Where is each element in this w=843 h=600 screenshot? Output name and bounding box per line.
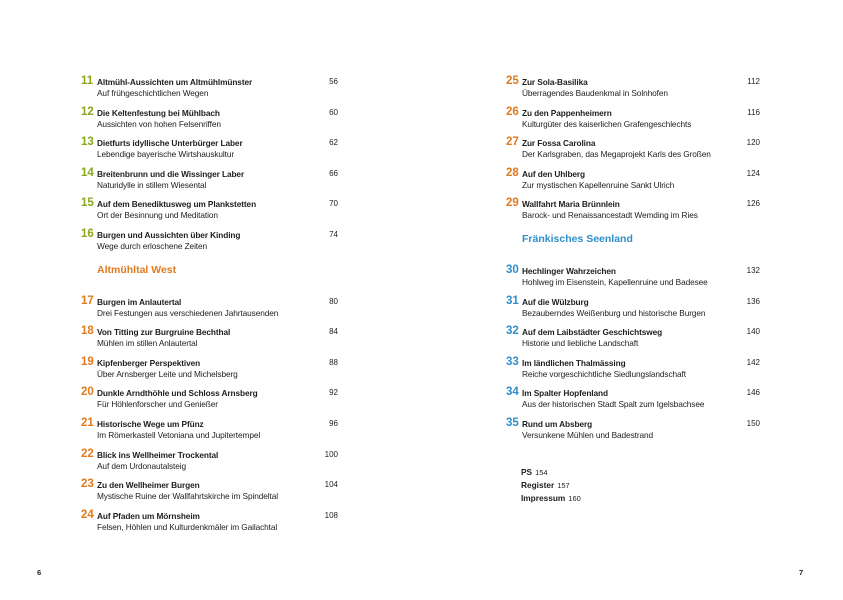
entry-title: Hechlinger Wahrzeichen (522, 265, 616, 276)
entry-title: Breitenbrunn und die Wissinger Laber (97, 168, 245, 179)
entry-page: 108 (324, 510, 338, 520)
toc-entry-35[interactable] (506, 414, 766, 445)
toc-entry-28[interactable] (506, 164, 766, 195)
extras-item-impressum[interactable] (521, 492, 581, 505)
entry-subtitle: Kulturgüter des kaiserlichen Grafengeschlechts (522, 118, 692, 129)
entry-title: Dunkle Arndthöhle und Schloss Arnsberg (97, 388, 258, 399)
entry-page: 74 (329, 229, 338, 239)
toc-entry-25[interactable] (506, 72, 766, 103)
entry-title: Rund um Absberg (522, 418, 593, 429)
entry-number: 23 (81, 478, 94, 491)
toc-entry-32[interactable] (506, 322, 766, 353)
entry-subtitle: Für Höhlenforscher und Genießer (97, 399, 218, 410)
entry-title: Zur Fossa Carolina (522, 138, 596, 149)
entry-title: Im Spalter Hopfenland (522, 388, 608, 399)
entry-subtitle: Felsen, Höhlen und Kulturdenkmäler im Gailachtal (97, 521, 278, 532)
toc-entry-27[interactable] (506, 133, 766, 164)
toc-entry-21[interactable] (81, 414, 341, 445)
entry-number: 18 (81, 325, 94, 338)
entry-subtitle: Der Karlsgraben, das Megaprojekt Karls des Großen (522, 149, 711, 160)
extras-label: Impressum (521, 493, 566, 503)
toc-entry-18[interactable] (81, 322, 341, 353)
entry-number: 14 (81, 166, 94, 179)
toc-entry-33[interactable] (506, 353, 766, 384)
entry-title: Kipfenberger Perspektiven (97, 357, 201, 368)
entry-page: 124 (746, 168, 760, 178)
entry-title: Zur Sola-Basilika (522, 77, 588, 87)
entry-page: 66 (329, 168, 338, 178)
entry-subtitle: Zur mystischen Kapellenruine Sankt Ulrich (522, 179, 675, 190)
toc-entry-15[interactable] (81, 194, 341, 225)
entry-subtitle: Mühlen im stillen Anlautertal (97, 338, 198, 349)
entry-page: 112 (747, 77, 760, 86)
entry-number: 33 (506, 355, 519, 368)
entry-subtitle: Hohlweg im Eisenstein, Kapellenruine und Badesee (522, 276, 708, 287)
entry-title: Blick ins Wellheimer Trockental (97, 449, 219, 460)
entry-title: Im ländlichen Thalmässing (522, 357, 626, 368)
entry-title: Zu den Wellheimer Burgen (97, 480, 200, 491)
toc-group-altmuehltal-west (81, 256, 341, 537)
entry-number: 15 (81, 197, 94, 210)
entry-page: 116 (747, 107, 760, 117)
entry-title: Wallfahrt Maria Brünnlein (522, 199, 620, 210)
entry-subtitle: Überragendes Baudenkmal in Solnhofen (522, 88, 668, 98)
entry-subtitle: Aussichten von hohen Felsenriffen (97, 118, 221, 129)
toc-entry-23[interactable] (81, 475, 341, 506)
toc-entry-22[interactable] (81, 445, 341, 476)
entry-subtitle: Wege durch erloschene Zeiten (97, 240, 208, 251)
entry-subtitle: Im Römerkastell Vetoniana und Jupitertempel (97, 429, 261, 440)
entry-title: Auf die Wülzburg (522, 296, 589, 307)
entry-title: Von Titting zur Burgruine Bechthal (97, 327, 231, 338)
entry-subtitle: Ort der Besinnung und Meditation (97, 210, 218, 221)
entry-page: 100 (324, 449, 338, 459)
entry-number: 27 (506, 136, 519, 149)
toc-group-altmuehltal-ost (81, 72, 341, 256)
toc-entry-16[interactable] (81, 225, 341, 256)
entry-title: Burgen und Aussichten über Kinding (97, 229, 241, 240)
entry-number: 34 (506, 386, 519, 399)
entry-page: 88 (329, 357, 338, 367)
entry-subtitle: Auf dem Urdonautalsteig (97, 460, 187, 471)
extras-page: 160 (568, 494, 581, 503)
toc-group-fraenkisches-seenland (506, 225, 766, 445)
extras-item-ps[interactable] (521, 466, 581, 479)
page-number-left: 6 (37, 568, 42, 577)
entry-number: 24 (81, 508, 94, 521)
entry-page: 70 (329, 199, 338, 209)
entry-number: 19 (81, 355, 94, 368)
toc-entry-24[interactable] (81, 506, 341, 537)
entry-page: 84 (329, 327, 338, 337)
entry-page: 150 (746, 418, 760, 428)
toc-left-column (81, 72, 341, 536)
entry-page: 142 (746, 357, 760, 367)
toc-entry-11[interactable] (81, 72, 341, 103)
entry-subtitle: Mystische Ruine der Wallfahrtskirche im Spindeltal (97, 491, 278, 502)
entry-page: 146 (746, 388, 760, 398)
entry-subtitle: Versunkene Mühlen und Badestrand (522, 429, 654, 440)
entry-title: Altmühl-Aussichten um Altmühlmünster (97, 77, 253, 87)
entry-page: 92 (329, 388, 338, 398)
entry-page: 140 (746, 327, 760, 337)
toc-entry-12[interactable] (81, 103, 341, 134)
toc-extras (521, 466, 581, 505)
entry-title: Die Keltenfestung bei Mühlbach (97, 107, 220, 118)
entry-number: 31 (506, 294, 519, 307)
entry-subtitle: Barock- und Renaissancestadt Wemding im Ries (522, 210, 698, 221)
entry-subtitle: Bezauberndes Weißenburg und historische Burgen (522, 307, 706, 318)
toc-entry-30[interactable] (506, 261, 766, 292)
toc-right-column (506, 72, 766, 445)
toc-entry-17[interactable] (81, 292, 341, 323)
extras-label: PS (521, 467, 533, 477)
entry-title: Zu den Pappenheimern (522, 107, 612, 118)
entry-number: 26 (506, 105, 519, 118)
entry-subtitle: Lebendige bayerische Wirtshauskultur (97, 149, 235, 160)
entry-number: 21 (81, 416, 94, 429)
section-heading: Fränkisches Seenland (522, 232, 633, 245)
extras-label: Register (521, 480, 555, 490)
toc-entry-14[interactable] (81, 164, 341, 195)
entry-subtitle: Über Arnsberger Leite und Michelsberg (97, 368, 238, 379)
entry-title: Auf den Uhlberg (522, 168, 586, 179)
entry-title: Dietfurts idyllische Unterbürger Laber (97, 138, 243, 149)
toc-entry-20[interactable] (81, 383, 341, 414)
toc-entry-31[interactable] (506, 292, 766, 323)
entry-page: 136 (746, 296, 760, 306)
entry-title: Auf dem Benediktusweg um Plankstetten (97, 199, 257, 210)
entry-subtitle: Historie und liebliche Landschaft (522, 338, 639, 349)
page-number-right: 7 (799, 568, 804, 577)
toc-entry-19[interactable] (81, 353, 341, 384)
entry-subtitle: Drei Festungen aus verschiedenen Jahrtausenden (97, 307, 279, 318)
entry-number: 16 (81, 227, 94, 240)
entry-page: 120 (746, 138, 760, 148)
entry-page: 62 (329, 138, 338, 148)
entry-subtitle: Auf frühgeschichtlichen Wegen (97, 88, 209, 98)
extras-page: 154 (535, 468, 548, 477)
entry-page: 56 (329, 77, 338, 86)
entry-number: 22 (81, 447, 94, 460)
entry-page: 104 (324, 480, 338, 490)
entry-number: 17 (81, 294, 94, 307)
entry-number: 28 (506, 166, 519, 179)
entry-page: 132 (746, 265, 760, 275)
entry-number: 25 (506, 75, 519, 87)
entry-number: 35 (506, 416, 519, 429)
entry-number: 20 (81, 386, 94, 399)
entry-number: 32 (506, 325, 519, 338)
entry-page: 96 (329, 418, 338, 428)
extras-page: 157 (557, 481, 570, 490)
entry-subtitle: Naturidylle in stillem Wiesental (97, 179, 207, 190)
entry-page: 80 (329, 296, 338, 306)
entry-number: 30 (506, 263, 519, 276)
toc-entry-13[interactable] (81, 133, 341, 164)
entry-number: 13 (81, 136, 94, 149)
entry-number: 12 (81, 105, 94, 118)
entry-number: 11 (81, 75, 94, 87)
entry-number: 29 (506, 197, 519, 210)
toc-entry-34[interactable] (506, 383, 766, 414)
entry-title: Auf dem Laibstädter Geschichtsweg (522, 327, 663, 338)
entry-page: 126 (746, 199, 760, 209)
toc-entry-26[interactable] (506, 103, 766, 134)
entry-title: Historische Wege um Pfünz (97, 418, 204, 429)
toc-group-altmuehltal-west-cont (506, 72, 766, 225)
entry-page: 60 (329, 107, 338, 117)
entry-title: Auf Pfaden um Mörnsheim (97, 510, 200, 521)
entry-subtitle: Aus der historischen Stadt Spalt zum Igelsbachsee (522, 399, 705, 410)
section-heading: Altmühltal West (97, 263, 177, 276)
toc-entry-29[interactable] (506, 194, 766, 225)
entry-subtitle: Reiche vorgeschichtliche Siedlungslandschaft (522, 368, 686, 379)
entry-title: Burgen im Anlautertal (97, 296, 182, 307)
extras-item-register[interactable] (521, 479, 581, 492)
